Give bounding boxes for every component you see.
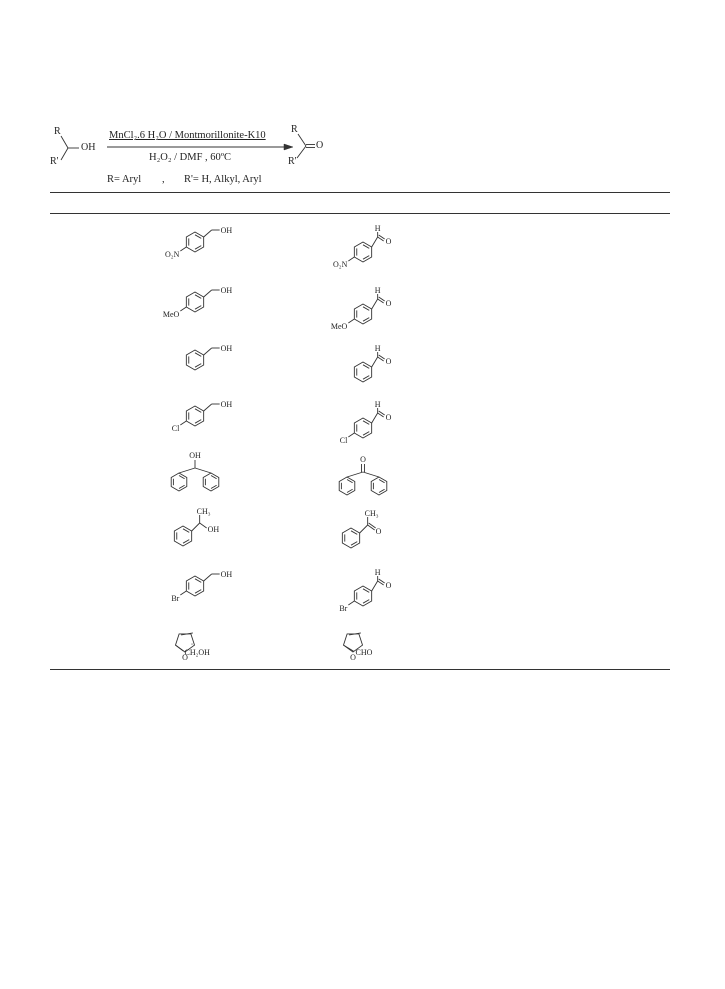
bond	[372, 299, 378, 309]
bond	[348, 319, 354, 323]
bond	[200, 523, 207, 528]
reactant-r-prime-label: R'	[50, 156, 59, 167]
substrate-structure	[165, 340, 255, 390]
aldehyde-h-label: H	[374, 400, 381, 409]
bond	[372, 237, 378, 247]
product-structure	[333, 346, 423, 398]
substituent-label: Cl	[339, 436, 348, 445]
bond	[180, 247, 186, 251]
bond	[192, 523, 200, 531]
product-o-label: O	[316, 140, 324, 151]
bond	[180, 421, 186, 425]
r-definition: R= Aryl	[107, 174, 142, 185]
carbonyl-o-label: O	[360, 455, 366, 464]
reaction-arrow	[107, 144, 297, 152]
bond	[180, 591, 186, 595]
aldehyde-h-label: H	[374, 224, 381, 233]
substituent-label: MeO	[162, 310, 180, 319]
bond	[348, 433, 354, 437]
bond	[175, 645, 183, 651]
methyl-label: CH₃	[364, 509, 379, 518]
bond	[372, 581, 378, 591]
ring-oxygen-label: O	[182, 653, 188, 662]
carbonyl-o-label: O	[385, 581, 392, 590]
bond	[369, 523, 376, 528]
bond	[363, 472, 379, 477]
product-structure	[333, 455, 423, 510]
table-top-rule	[50, 192, 670, 193]
bond	[204, 574, 212, 581]
reaction-scheme	[45, 118, 345, 190]
substrate-structure	[162, 282, 255, 332]
bond	[348, 257, 354, 261]
bond	[195, 468, 211, 473]
conditions-line-1: MnCl₂.6 H₂O / Montmorillonite-K10	[109, 130, 266, 141]
substrate-structure	[165, 396, 255, 446]
substrate-structure	[165, 566, 255, 616]
bond	[360, 525, 368, 533]
bond	[204, 404, 212, 411]
substituent-label: MeO	[330, 322, 348, 331]
carbonyl-o-label: O	[385, 413, 392, 422]
hydroxyl-label: OH	[189, 451, 201, 460]
conditions-line-2: H₂O₂ / DMF , 60ºC	[149, 152, 232, 163]
bond	[347, 472, 363, 477]
definition-separator: ,	[162, 174, 165, 185]
carbonyl-o-label: O	[385, 299, 392, 308]
bond	[372, 357, 378, 367]
product-structure	[333, 226, 423, 278]
reactant-oh-label: OH	[81, 142, 96, 153]
aldehyde-h-label: H	[374, 286, 381, 295]
hydroxyl-label: OH	[220, 226, 233, 235]
substrate-structure	[165, 451, 255, 504]
aldehyde-h-label: H	[374, 568, 381, 577]
substrate-structure	[165, 622, 255, 672]
carbonyl-o-label: O	[385, 357, 392, 366]
hydroxyl-label: OH	[220, 570, 233, 579]
bond	[343, 645, 353, 651]
product-r-prime-label: R'	[288, 156, 297, 167]
reactant-r-label: R	[54, 126, 61, 137]
product-structure	[330, 286, 423, 340]
bond	[179, 468, 195, 473]
substituent-label: Cl	[171, 424, 180, 433]
bond	[204, 290, 212, 297]
bond	[368, 525, 375, 530]
substrate-structure	[165, 507, 255, 560]
bond	[372, 413, 378, 423]
substituent-label: Br	[339, 604, 348, 613]
product-structure	[333, 509, 423, 564]
substituent-label: O₂N	[164, 250, 180, 259]
product-structure	[333, 570, 423, 622]
hydroxyl-label: OH	[220, 400, 233, 409]
product-structure	[333, 624, 423, 676]
bond	[204, 230, 212, 237]
r-prime-definition: R'= H, Alkyl, Aryl	[184, 174, 262, 185]
ring-oxygen-label: O	[350, 653, 356, 662]
substrate-structure	[165, 222, 255, 272]
bond	[180, 307, 186, 311]
aldehyde-h-label: H	[374, 344, 381, 353]
hydroxyl-label: OH	[220, 286, 233, 295]
hydroxyl-label: OH	[220, 344, 233, 353]
product-structure	[333, 402, 423, 454]
substituent-label: O₂N	[332, 260, 348, 269]
product-r-label: R	[291, 124, 298, 135]
bond	[204, 348, 212, 355]
side-chain-label: CHO	[355, 648, 373, 658]
methyl-label: CH₃	[196, 507, 211, 516]
substituent-label: Br	[171, 594, 180, 603]
carbonyl-o-label: O	[385, 237, 392, 246]
bond	[348, 601, 354, 605]
side-chain-label: CH₂OH	[184, 648, 210, 658]
carbonyl-o-label: O	[375, 527, 382, 536]
hydroxyl-label: OH	[207, 525, 220, 534]
table-header-rule	[50, 213, 670, 214]
